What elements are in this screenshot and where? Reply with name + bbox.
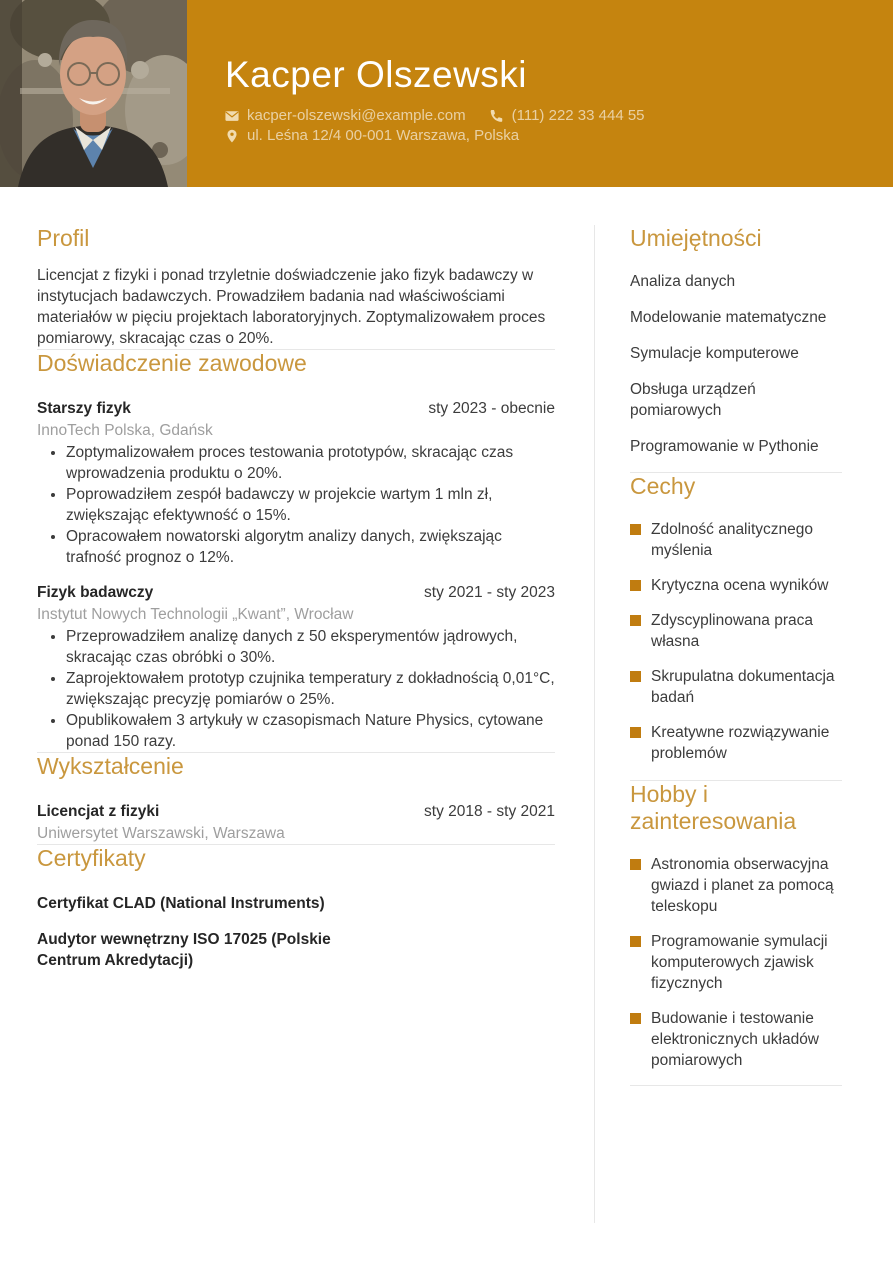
trait-text: Krytyczna ocena wyników (651, 577, 829, 594)
profile-photo (0, 0, 187, 187)
skill-item: Modelowanie matematyczne (630, 309, 827, 326)
page-title: Kacper Olszewski (225, 54, 528, 95)
right-column (630, 225, 842, 1086)
divider (630, 1085, 842, 1086)
section-heading-education: Wykształcenie (37, 753, 184, 779)
hobby-list (630, 854, 842, 1071)
column-divider (594, 225, 595, 1223)
phone-icon (490, 109, 504, 123)
section-heading-profile: Profil (37, 225, 90, 251)
job-title: Fizyk badawczy (37, 584, 154, 601)
contact-email-text: kacper-olszewski@example.com (247, 107, 466, 124)
skill-item: Obsługa urządzeń pomiarowych (630, 381, 756, 419)
square-bullet-icon (630, 580, 641, 591)
section-heading-experience: Doświadczenie zawodowe (37, 350, 307, 376)
header (0, 0, 893, 187)
contact-email (225, 107, 466, 124)
job-bullet-list (37, 626, 555, 752)
main-content (0, 187, 893, 1223)
education-title-row (37, 801, 555, 822)
education-entry (37, 801, 555, 844)
map-pin-icon (225, 129, 239, 143)
education-degree: Licencjat z fizyki (37, 803, 160, 820)
job-title-row (37, 582, 555, 603)
square-bullet-icon (630, 936, 641, 947)
left-column (37, 225, 555, 971)
trait-text: Zdyscyplinowana praca własna (651, 612, 813, 650)
hobby-item (630, 931, 842, 994)
hobby-item (630, 854, 842, 917)
trait-item (630, 722, 842, 764)
contact-block (225, 107, 893, 144)
profile-summary: Licencjat z fizyki i ponad trzyletnie doświadczenie jako fizyk badawczy w instytucjach badawczych. Prowadziłem badania nad właściwościami materiałów w pięciu projektach laboratoryjnych. Zoptymalizowałem proces pomiarowy, skracając czas o 20%. (37, 267, 546, 347)
job-bullet: • Poprowadziłem zespół badawczy w projekcie wartym 1 mln zł, zwiększając efektywność o 15%. (66, 484, 555, 526)
trait-text: Zdolność analitycznego myślenia (651, 521, 813, 559)
trait-list (630, 519, 842, 764)
job-dates: sty 2021 - sty 2023 (424, 584, 555, 601)
trait-item (630, 610, 842, 652)
square-bullet-icon (630, 524, 641, 535)
certificate-item: Certyfikat CLAD (National Instruments) (37, 895, 325, 912)
job-bullet: • Zoptymalizowałem proces testowania prototypów, skracając czas wprowadzenia produktu o 20%. (66, 442, 555, 484)
contact-phone (490, 107, 645, 124)
hobby-item (630, 1008, 842, 1071)
square-bullet-icon (630, 615, 641, 626)
square-bullet-icon (630, 1013, 641, 1024)
job-title: Starszy fizyk (37, 400, 131, 417)
education-dates: sty 2018 - sty 2021 (424, 803, 555, 820)
section-heading-hobbies: Hobby i zainteresowania (630, 781, 797, 834)
header-band (187, 0, 893, 187)
job-bullet: • Zaprojektowałem prototyp czujnika temperatury z dokładnością 0,01°C, zwiększając precyzję pomiarów o 25%. (66, 668, 555, 710)
contact-address-text: ul. Leśna 12/4 00-001 Warszawa, Polska (247, 127, 520, 144)
contact-phone-text: (111) 222 33 444 55 (511, 107, 645, 124)
section-heading-certificates: Certyfikaty (37, 845, 146, 871)
job-company: Instytut Nowych Technologii „Kwant”, Wrocław (37, 606, 354, 623)
skill-item: Analiza danych (630, 273, 736, 290)
contact-row-1 (225, 107, 893, 124)
job-bullet: • Opublikowałem 3 artykuły w czasopismach Nature Physics, cytowane ponad 150 razy. (66, 710, 555, 752)
job-bullet: • Przeprowadziłem analizę danych z 50 eksperymentów jądrowych, skracając czas obróbki o 30%. (66, 626, 555, 668)
job-dates: sty 2023 - obecnie (428, 400, 555, 417)
contact-row-2 (225, 127, 893, 144)
square-bullet-icon (630, 671, 641, 682)
skill-item: Symulacje komputerowe (630, 345, 799, 362)
trait-text: Skrupulatna dokumentacja badań (651, 668, 835, 706)
skill-list (630, 271, 842, 457)
profile-photo-illustration (0, 0, 187, 187)
hobby-text: Budowanie i testowanie elektronicznych układów pomiarowych (651, 1010, 820, 1069)
trait-item (630, 575, 842, 596)
hobby-text: Programowanie symulacji komputerowych zjawisk fizycznych (651, 933, 828, 992)
section-heading-skills: Umiejętności (630, 225, 762, 251)
trait-item (630, 666, 842, 708)
square-bullet-icon (630, 859, 641, 870)
education-school: Uniwersytet Warszawski, Warszawa (37, 825, 285, 842)
square-bullet-icon (630, 727, 641, 738)
job-entry (37, 582, 555, 752)
contact-address (225, 127, 519, 144)
job-bullet-list (37, 442, 555, 568)
job-bullet: • Opracowałem nowatorski algorytm analizy danych, zwiększając trafność prognoz o 12%. (66, 526, 555, 568)
skill-item: Programowanie w Pythonie (630, 438, 819, 455)
email-icon (225, 109, 239, 123)
job-entry (37, 398, 555, 568)
certificate-item: Audytor wewnętrzny ISO 17025 (Polskie Centrum Akredytacji) (37, 931, 331, 969)
section-heading-traits: Cechy (630, 473, 696, 499)
hobby-text: Astronomia obserwacyjna gwiazd i planet za pomocą teleskopu (651, 856, 834, 915)
trait-item (630, 519, 842, 561)
job-title-row (37, 398, 555, 419)
job-company: InnoTech Polska, Gdańsk (37, 422, 213, 439)
trait-text: Kreatywne rozwiązywanie problemów (651, 724, 830, 762)
